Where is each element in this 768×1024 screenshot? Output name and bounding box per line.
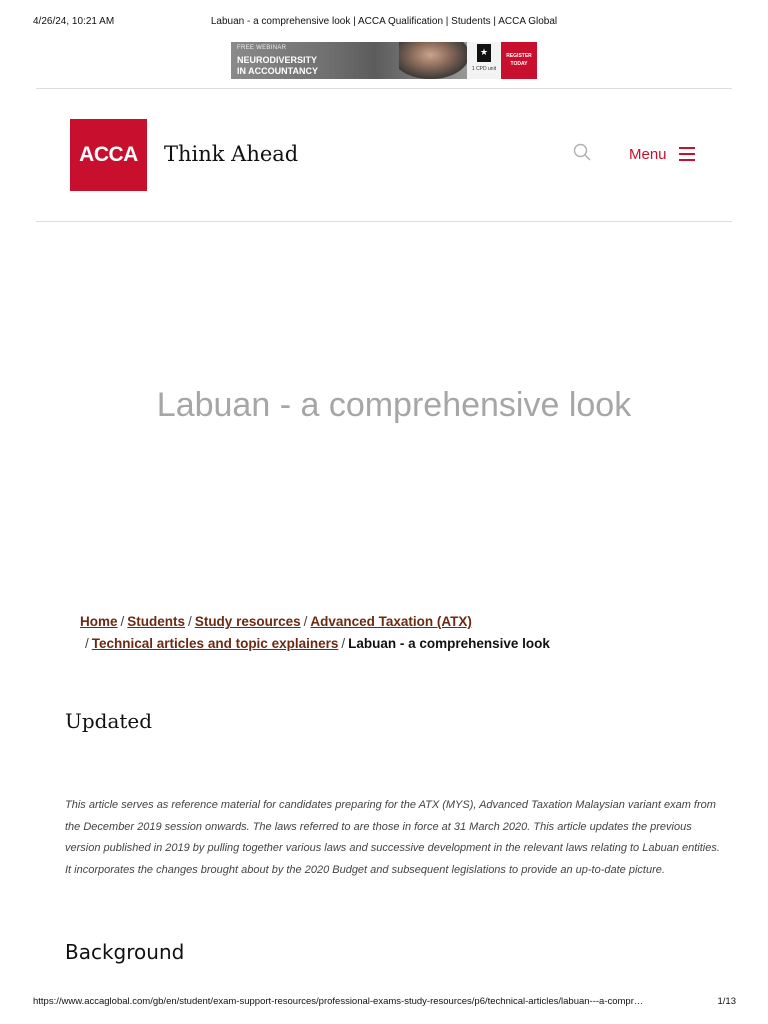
search-icon[interactable]	[573, 143, 591, 161]
print-header	[0, 16, 768, 30]
logo-text: ACCA	[79, 143, 138, 166]
breadcrumb-separator: /	[341, 636, 346, 651]
breadcrumb-atx[interactable]: Advanced Taxation (ATX)	[310, 614, 472, 629]
breadcrumb-separator: /	[120, 614, 125, 629]
banner-cpd-badge	[467, 42, 501, 79]
header-bottom-divider	[36, 221, 732, 222]
banner-register-button[interactable]	[501, 42, 537, 79]
breadcrumb-study-resources[interactable]: Study resources	[194, 614, 301, 629]
webinar-banner[interactable]	[231, 42, 537, 79]
banner-register-line2: TODAY	[510, 61, 528, 67]
banner-cpd-text: 1 CPD unit	[471, 66, 497, 72]
print-footer	[0, 996, 768, 1010]
breadcrumb-separator: /	[85, 636, 89, 651]
background-heading: Background	[65, 940, 185, 964]
print-datetime: 4/26/24, 10:21 AM	[33, 16, 115, 27]
banner-headline-2: IN ACCOUNTANCY	[237, 66, 318, 76]
breadcrumb-home[interactable]: Home	[80, 614, 118, 629]
article-intro: This article serves as reference material for candidates preparing for the ATX (MYS), Advanced Taxation Malaysian variant exam from the December 2019 session onwards. The laws referred to are those in force at 31 March 2020. This article updates the previous version published in 2019 by pulling together various laws and successive development in the relevant laws relating to Labuan entities. It incorporates the changes brought about by the 2020 Budget and subsequent legislations to provide an up-to-date picture.	[65, 799, 720, 877]
breadcrumb-separator: /	[188, 614, 192, 629]
header-top-divider	[36, 88, 732, 89]
acca-logo[interactable]	[70, 119, 147, 191]
banner-kicker: FREE WEBINAR	[237, 45, 287, 51]
breadcrumb-current: Labuan - a comprehensive look	[348, 636, 550, 651]
breadcrumb-separator: /	[303, 614, 308, 629]
menu-button[interactable]	[629, 143, 695, 165]
banner-headline-1: NEURODIVERSITY	[237, 55, 318, 65]
breadcrumb	[80, 611, 700, 655]
menu-label: Menu	[629, 145, 667, 163]
updated-heading: Updated	[65, 709, 153, 733]
breadcrumb-technical-articles[interactable]: Technical articles and topic explainers	[91, 636, 339, 651]
hamburger-icon	[679, 147, 695, 161]
print-page-title: Labuan - a comprehensive look | ACCA Qualification | Students | ACCA Global	[210, 16, 558, 27]
breadcrumb-students[interactable]: Students	[127, 614, 186, 629]
banner-photo	[399, 42, 469, 79]
print-url: https://www.accaglobal.com/gb/en/student/exam-support-resources/professional-exams-study-resources/p6/technical-articles/labuan---a-compr…	[33, 996, 644, 1007]
page-title: Labuan - a comprehensive look	[156, 386, 632, 424]
star-icon: ★	[477, 44, 491, 62]
print-page-number: 1/13	[717, 996, 736, 1007]
site-tagline: Think Ahead	[164, 142, 299, 166]
banner-register-line1: REGISTER	[506, 53, 532, 59]
